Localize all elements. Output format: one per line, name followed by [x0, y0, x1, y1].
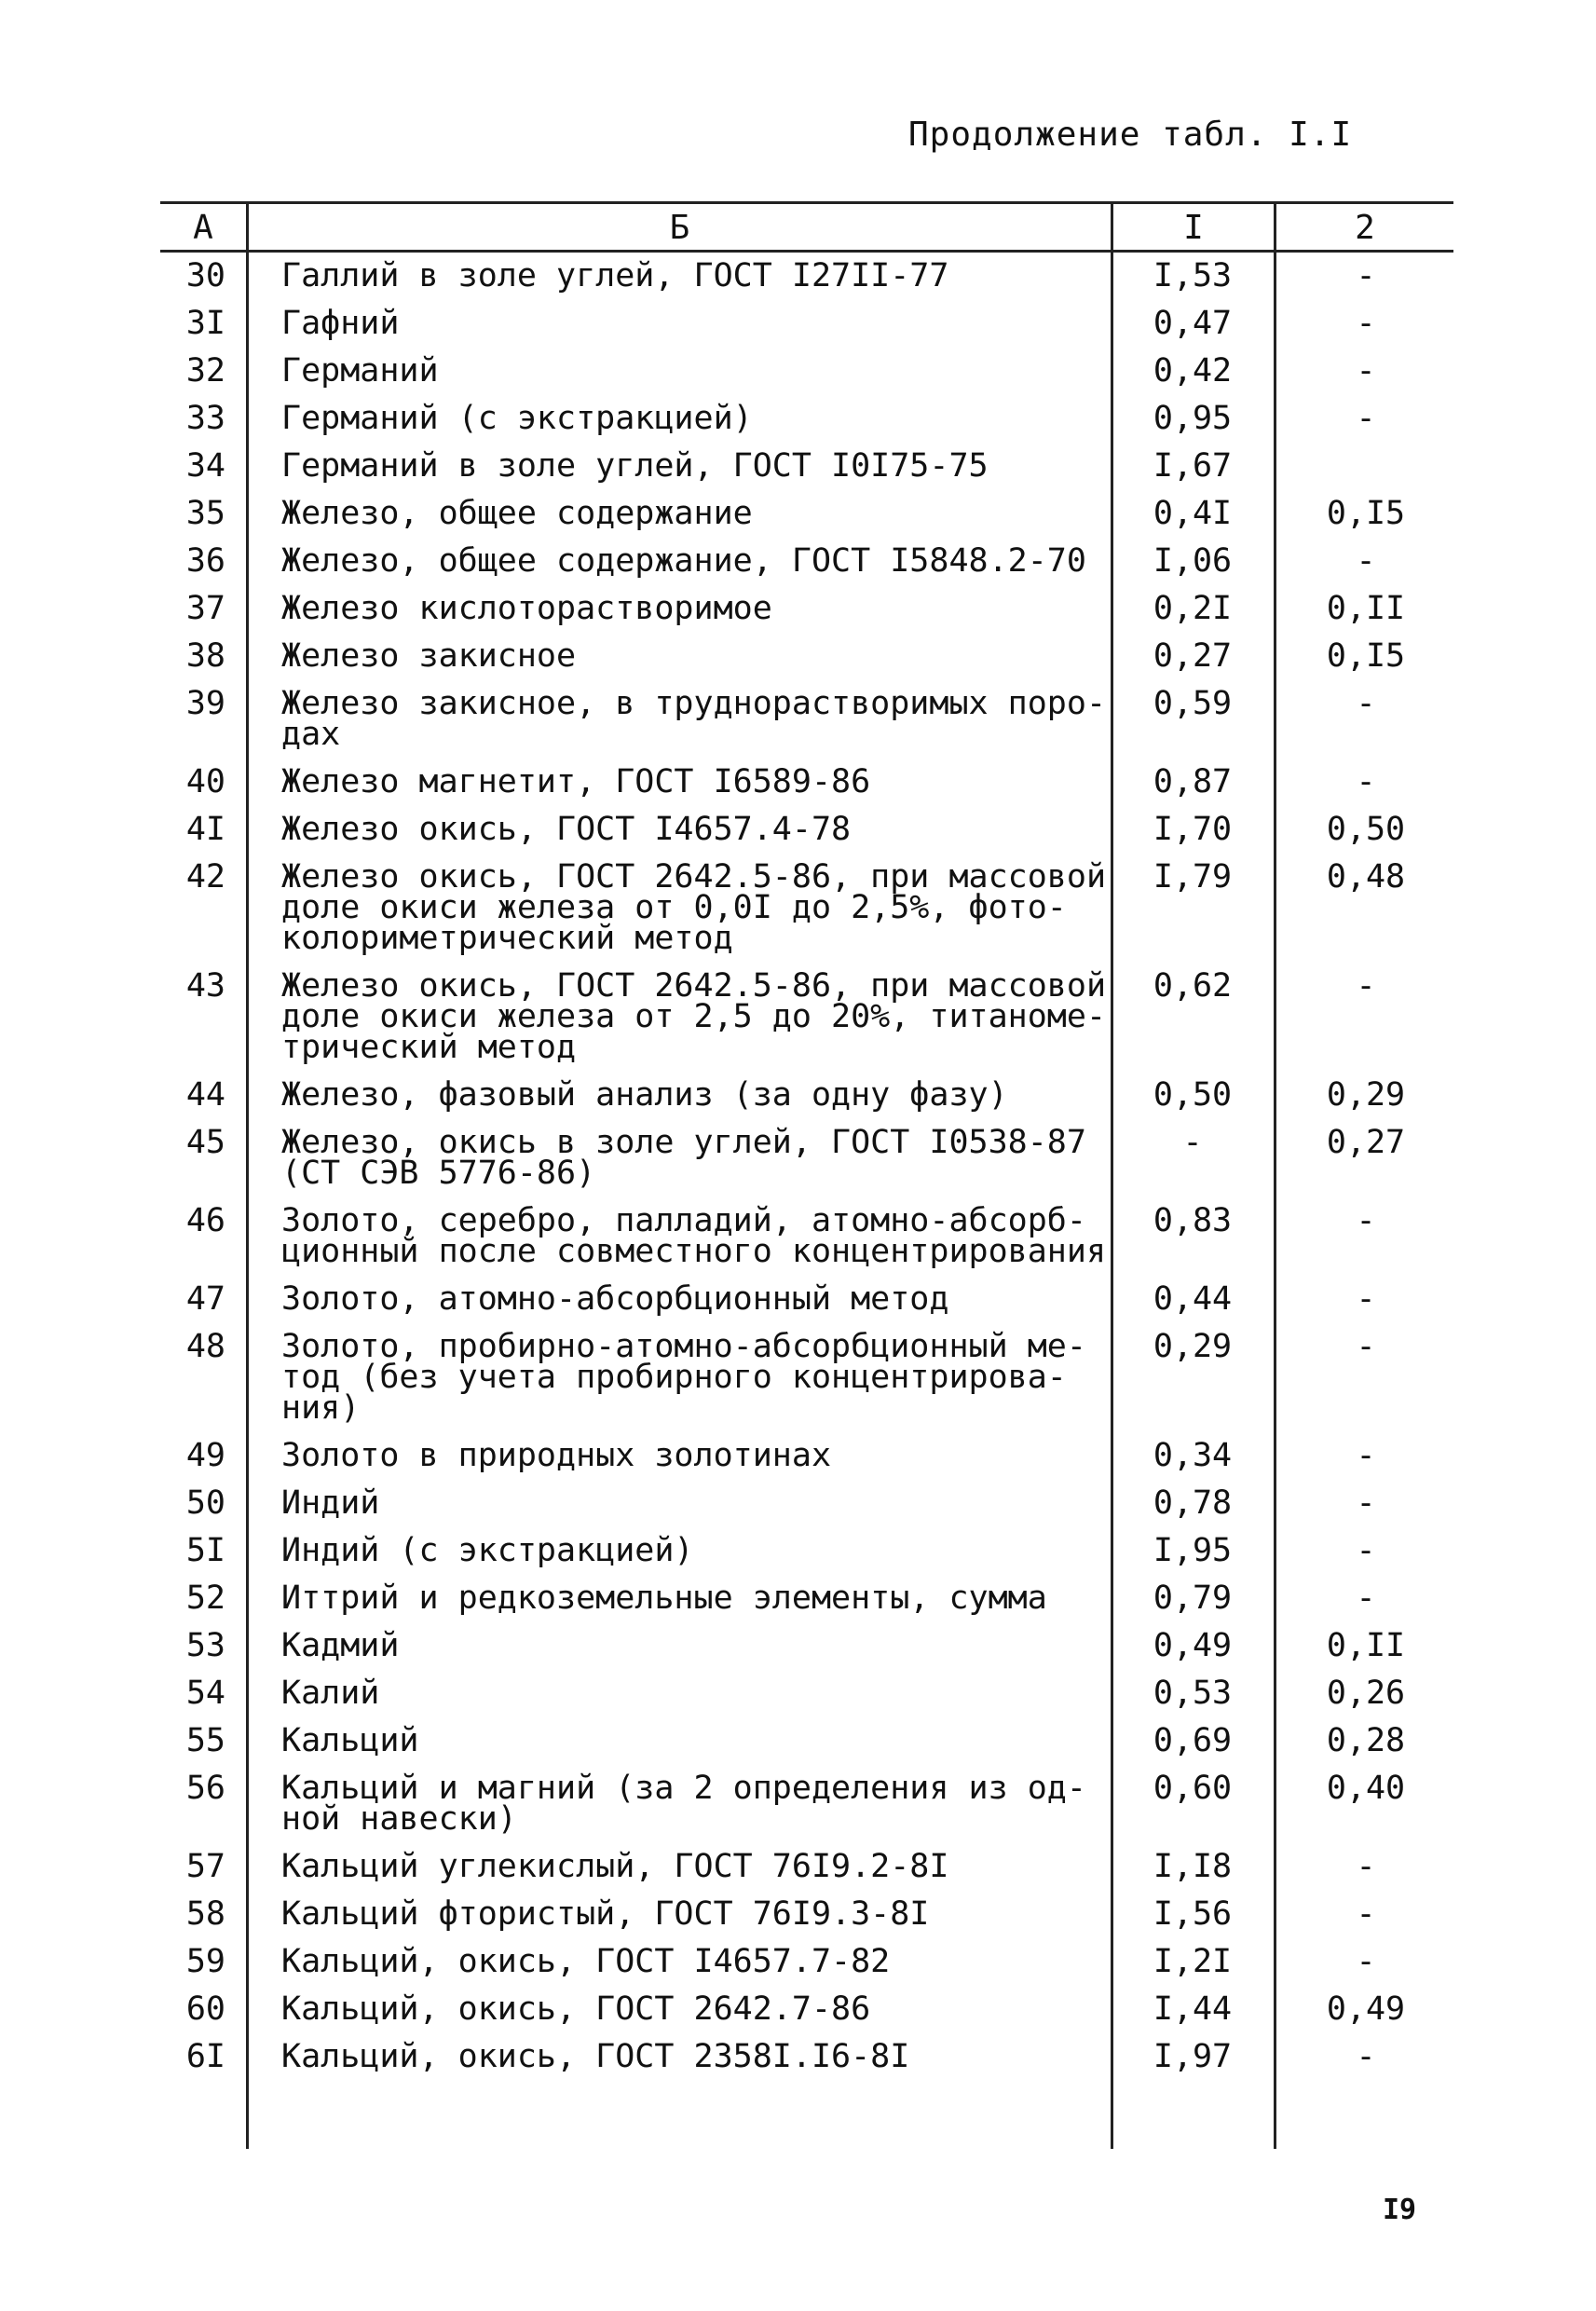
row-number: 42: [185, 858, 225, 896]
header-col-1: I: [1183, 209, 1204, 247]
row-value-2: -: [1356, 967, 1376, 1005]
row-value-2: -: [1356, 1532, 1376, 1569]
row-value-1: I,I8: [1153, 1848, 1233, 1885]
row-value-1: I,06: [1153, 542, 1233, 580]
table-row: [160, 1437, 1453, 1488]
row-description: Железо закисное: [281, 637, 577, 675]
table-row: [160, 763, 1453, 814]
row-number: 50: [185, 1484, 225, 1522]
table-row: [160, 1943, 1453, 1994]
row-value-1: 0,47: [1153, 305, 1233, 342]
table-row: [160, 1627, 1453, 1678]
table-row: [160, 1484, 1453, 1536]
row-description: Германий (с экстракцией): [281, 400, 753, 437]
table-row: [160, 352, 1453, 403]
row-description: Железо окись, ГОСТ I4657.4-78: [281, 811, 852, 848]
table-row: [160, 447, 1453, 499]
row-value-1: 0,2I: [1153, 590, 1233, 627]
table-body: [160, 257, 1453, 2089]
row-description: Галлий в золе углей, ГОСТ I27II-77: [281, 257, 949, 294]
row-value-1: I,44: [1153, 1990, 1233, 2028]
row-value-1: 0,78: [1153, 1484, 1233, 1522]
row-number: 56: [185, 1770, 225, 1807]
row-value-1: 0,60: [1153, 1770, 1233, 1807]
row-number: 3I: [185, 305, 225, 342]
row-description: Кальций: [281, 1722, 419, 1759]
row-number: 35: [185, 495, 225, 532]
table-row: [160, 1722, 1453, 1773]
row-number: 46: [185, 1202, 225, 1239]
row-number: 47: [185, 1280, 225, 1318]
table-row: [160, 1124, 1453, 1206]
row-description: Золото, серебро, палладий, атомно-абсорб- ционный после совместного концентрирования: [281, 1202, 1107, 1270]
row-value-2: 0,29: [1326, 1076, 1406, 1114]
row-value-1: -: [1182, 1124, 1203, 1161]
row-description: Кальций фтористый, ГОСТ 76I9.3-8I: [281, 1895, 930, 1933]
row-value-2: -: [1356, 352, 1376, 390]
table-row: [160, 305, 1453, 356]
row-value-1: 0,59: [1153, 685, 1233, 722]
table-row: [160, 1328, 1453, 1441]
row-description: Калий: [281, 1675, 380, 1712]
row-value-2: 0,I5: [1326, 495, 1406, 532]
table-row: [160, 858, 1453, 971]
row-number: 34: [185, 447, 225, 485]
row-value-1: 0,95: [1153, 400, 1233, 437]
row-value-1: I,53: [1153, 257, 1233, 294]
row-value-2: -: [1356, 685, 1376, 722]
row-number: 37: [185, 590, 225, 627]
row-value-2: 0,27: [1326, 1124, 1406, 1161]
row-description: Железо, общее содержание: [281, 495, 753, 532]
page-number: I9: [1383, 2194, 1417, 2226]
table-row: [160, 967, 1453, 1080]
row-number: 49: [185, 1437, 225, 1474]
row-value-1: I,56: [1153, 1895, 1233, 1933]
row-value-2: -: [1356, 1848, 1376, 1885]
row-value-1: I,79: [1153, 858, 1233, 896]
row-number: 48: [185, 1328, 225, 1365]
row-value-1: 0,53: [1153, 1675, 1233, 1712]
row-value-2: 0,49: [1326, 1990, 1406, 2028]
row-value-2: 0,50: [1326, 811, 1406, 848]
row-description: Золото, атомно-абсорбционный метод: [281, 1280, 949, 1318]
row-value-2: 0,I5: [1326, 637, 1406, 675]
table-row: [160, 1675, 1453, 1726]
table-top-rule: [160, 201, 1453, 204]
row-value-2: 0,26: [1326, 1675, 1406, 1712]
row-description: Иттрий и редкоземельные элементы, сумма: [281, 1579, 1047, 1617]
row-number: 40: [185, 763, 225, 800]
row-value-1: I,2I: [1153, 1943, 1233, 1980]
row-description: Железо, общее содержание, ГОСТ I5848.2-70: [281, 542, 1086, 580]
row-number: 30: [185, 257, 225, 294]
row-number: 59: [185, 1943, 225, 1980]
row-number: 36: [185, 542, 225, 580]
table-row: [160, 2038, 1453, 2089]
row-value-2: -: [1356, 1484, 1376, 1522]
table-row: [160, 542, 1453, 594]
row-number: 5I: [185, 1532, 225, 1569]
row-description: Индий: [281, 1484, 380, 1522]
row-number: 32: [185, 352, 225, 390]
row-description: Железо окись, ГОСТ 2642.5-86, при массовой доле окиси железа от 2,5 до 20%, титаноме- трический метод: [281, 967, 1107, 1066]
table-row: [160, 1770, 1453, 1852]
row-number: 55: [185, 1722, 225, 1759]
row-value-2: -: [1356, 257, 1376, 294]
row-value-1: 0,62: [1153, 967, 1233, 1005]
row-value-1: 0,34: [1153, 1437, 1233, 1474]
row-value-1: 0,69: [1153, 1722, 1233, 1759]
row-value-2: -: [1356, 1579, 1376, 1617]
row-description: Кальций и магний (за 2 определения из од- ной навески): [281, 1770, 1086, 1838]
row-number: 53: [185, 1627, 225, 1664]
table-row: [160, 1076, 1453, 1128]
row-value-1: 0,27: [1153, 637, 1233, 675]
row-value-2: -: [1356, 305, 1376, 342]
row-value-1: 0,83: [1153, 1202, 1233, 1239]
table-row: [160, 637, 1453, 689]
row-value-1: 0,44: [1153, 1280, 1233, 1318]
table-row: [160, 257, 1453, 308]
row-description: Индий (с экстракцией): [281, 1532, 694, 1569]
row-description: Кадмий: [281, 1627, 400, 1664]
row-value-1: I,67: [1153, 447, 1233, 485]
table-row: [160, 590, 1453, 641]
table-row: [160, 400, 1453, 451]
table-row: [160, 1202, 1453, 1284]
row-number: 52: [185, 1579, 225, 1617]
row-description: Железо кислоторастворимое: [281, 590, 772, 627]
row-number: 4I: [185, 811, 225, 848]
row-number: 60: [185, 1990, 225, 2028]
table-row: [160, 1848, 1453, 1899]
row-value-2: -: [1356, 1202, 1376, 1239]
row-value-2: 0,II: [1326, 1627, 1406, 1664]
table-row: [160, 1532, 1453, 1583]
table-header-rule: [160, 250, 1453, 253]
row-value-2: 0,40: [1326, 1770, 1406, 1807]
table-row: [160, 495, 1453, 546]
row-description: Германий в золе углей, ГОСТ I0I75-75: [281, 447, 989, 485]
table-row: [160, 1990, 1453, 2042]
row-number: 33: [185, 400, 225, 437]
row-value-1: 0,29: [1153, 1328, 1233, 1365]
row-description: Германий: [281, 352, 439, 390]
row-value-1: I,95: [1153, 1532, 1233, 1569]
row-value-1: I,97: [1153, 2038, 1233, 2075]
row-value-1: 0,49: [1153, 1627, 1233, 1664]
row-number: 57: [185, 1848, 225, 1885]
row-value-2: 0,II: [1326, 590, 1406, 627]
row-value-2: -: [1356, 1943, 1376, 1980]
row-value-2: 0,48: [1326, 858, 1406, 896]
row-value-2: -: [1356, 763, 1376, 800]
row-value-2: -: [1356, 2038, 1376, 2075]
table-caption: Продолжение табл. I.I: [908, 116, 1353, 154]
row-description: Железо магнетит, ГОСТ I6589-86: [281, 763, 871, 800]
table-row: [160, 685, 1453, 767]
row-value-1: 0,4I: [1153, 495, 1233, 532]
row-number: 38: [185, 637, 225, 675]
row-number: 54: [185, 1675, 225, 1712]
row-description: Кальций углекислый, ГОСТ 76I9.2-8I: [281, 1848, 949, 1885]
table-row: [160, 1280, 1453, 1332]
row-value-2: -: [1356, 400, 1376, 437]
header-col-a: А: [193, 209, 213, 247]
row-description: Золото, пробирно-атомно-абсорбционный ме- тод (без учета пробирного концентрирова- ния): [281, 1328, 1086, 1427]
row-number: 43: [185, 967, 225, 1005]
row-value-2: -: [1356, 1895, 1376, 1933]
row-description: Железо, фазовый анализ (за одну фазу): [281, 1076, 1008, 1114]
row-number: 58: [185, 1895, 225, 1933]
row-value-2: -: [1356, 1280, 1376, 1318]
row-value-2: -: [1356, 1328, 1376, 1365]
table-row: [160, 1579, 1453, 1631]
row-value-2: -: [1356, 1437, 1376, 1474]
row-value-1: 0,87: [1153, 763, 1233, 800]
row-description: Железо, окись в золе углей, ГОСТ I0538-87 (СТ СЭВ 5776-86): [281, 1124, 1086, 1192]
row-number: 39: [185, 685, 225, 722]
row-description: Кальций, окись, ГОСТ I4657.7-82: [281, 1943, 891, 1980]
row-value-1: 0,50: [1153, 1076, 1233, 1114]
header-col-2: 2: [1355, 209, 1375, 247]
row-description: Кальций, окись, ГОСТ 2642.7-86: [281, 1990, 871, 2028]
table-row: [160, 1895, 1453, 1947]
row-value-1: 0,42: [1153, 352, 1233, 390]
row-value-2: 0,28: [1326, 1722, 1406, 1759]
header-col-b: Б: [669, 209, 690, 247]
row-value-2: -: [1356, 542, 1376, 580]
row-description: Кальций, окись, ГОСТ 2358I.I6-8I: [281, 2038, 910, 2075]
row-value-1: 0,79: [1153, 1579, 1233, 1617]
row-value-1: I,70: [1153, 811, 1233, 848]
row-number: 6I: [185, 2038, 225, 2075]
row-description: Золото в природных золотинах: [281, 1437, 832, 1474]
row-description: Железо окись, ГОСТ 2642.5-86, при массовой доле окиси железа от 0,0I до 2,5%, фото- колориметрический метод: [281, 858, 1107, 957]
row-number: 44: [185, 1076, 225, 1114]
row-number: 45: [185, 1124, 225, 1161]
table-row: [160, 811, 1453, 862]
row-description: Железо закисное, в труднорастворимых поро- дах: [281, 685, 1107, 753]
row-description: Гафний: [281, 305, 400, 342]
